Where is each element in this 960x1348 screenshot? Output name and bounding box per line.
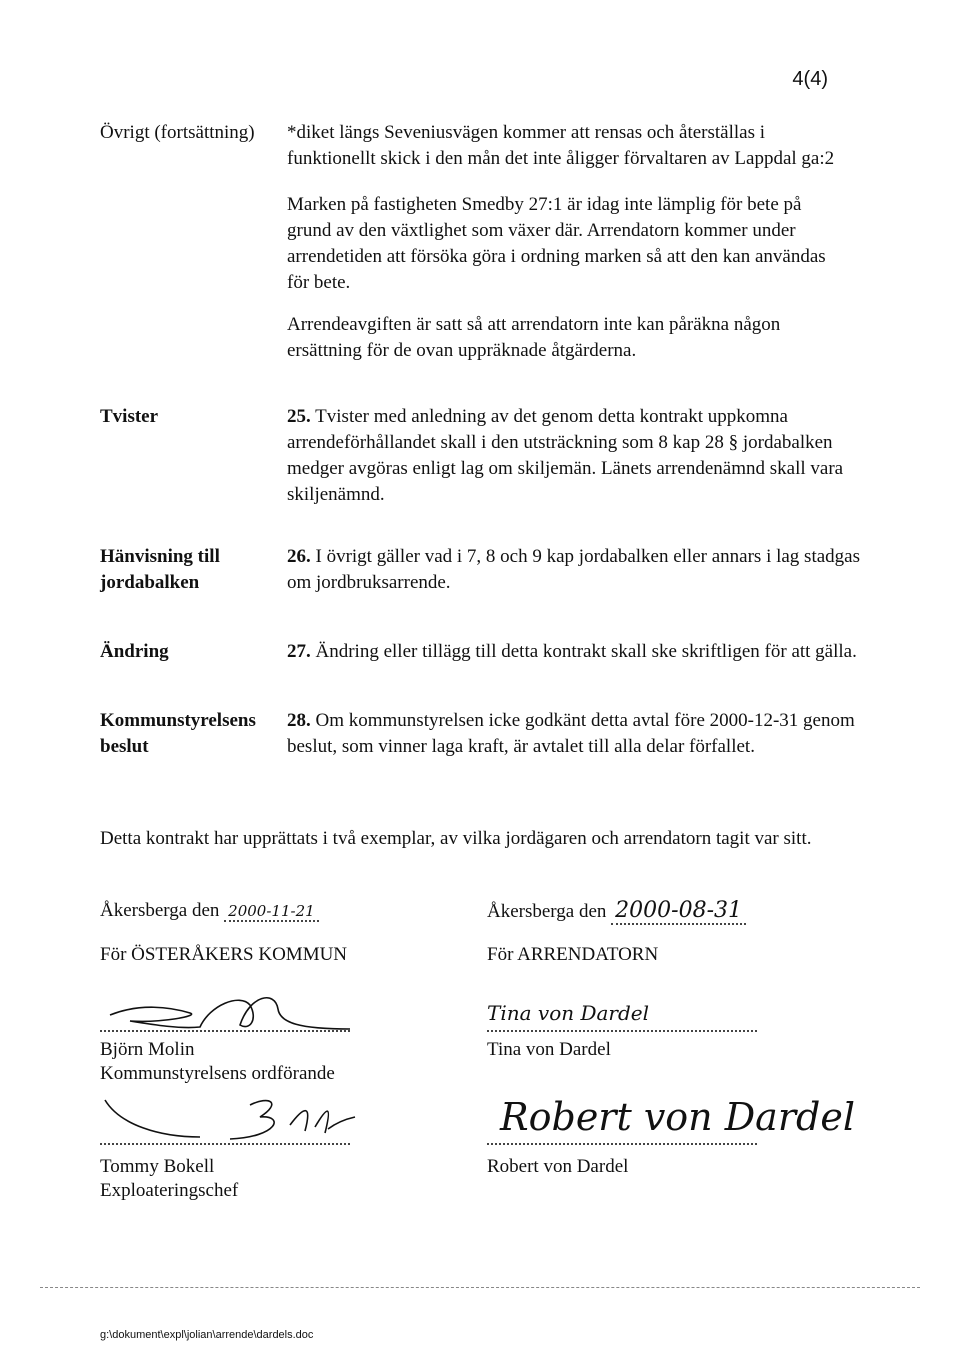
text-line: Om kommunstyrelsen icke godkänt detta avtal före 2000-12-31 genom <box>315 710 855 731</box>
clause-number: 25. <box>287 406 311 427</box>
text-line: om jordbruksarrende. <box>287 572 451 593</box>
handwritten-date: 2000-08-31 <box>611 898 746 925</box>
text-line: arrendetiden att försöka göra i ordning marken så att den kan användas <box>287 246 826 267</box>
file-path: g:\dokument\expl\jolian\arrende\dardels.doc <box>100 1329 314 1341</box>
label-line: beslut <box>100 736 149 757</box>
signer-title: Kommunstyrelsens ordförande <box>100 1063 335 1084</box>
section-label-ovrigt: Övrigt (fortsättning) <box>100 122 255 143</box>
right-date-line <box>487 898 746 925</box>
section-label-hanvisning <box>100 544 290 596</box>
place-date-label: Åkersberga den <box>100 900 220 921</box>
text-line: för bete. <box>287 272 351 293</box>
text-line: Tvister med anledning av det genom detta kontrakt uppkomna <box>315 406 788 427</box>
left-party-heading: För ÖSTERÅKERS KOMMUN <box>100 944 348 965</box>
signature-bjorn-molin <box>100 985 360 1045</box>
text-line: Arrendeavgiften är satt så att arrendatorn inte kan påräkna någon <box>287 314 781 335</box>
handwritten-signature-robert: Robert von Dardel <box>500 1095 855 1139</box>
section-label-andring: Ändring <box>100 641 169 662</box>
signer-name: Robert von Dardel <box>487 1156 629 1177</box>
ovrigt-paragraph-3 <box>287 312 887 364</box>
left-date-line <box>100 898 319 924</box>
signature-line <box>100 1143 350 1145</box>
handwritten-date: 2000-11-21 <box>224 902 318 922</box>
text-line: funktionellt skick i den mån det inte åligger förvaltaren av Lappdal ga:2 <box>287 148 835 169</box>
ovrigt-paragraph-1 <box>287 120 887 172</box>
label-line: Hänvisning till <box>100 546 220 567</box>
text-line: I övrigt gäller vad i 7, 8 och 9 kap jordabalken eller annars i lag stadgas <box>315 546 860 567</box>
right-party-heading: För ARRENDATORN <box>487 944 659 965</box>
text-line: ersättning för de ovan uppräknade åtgärderna. <box>287 340 637 361</box>
hanvisning-paragraph <box>287 544 887 596</box>
tvister-paragraph <box>287 404 887 508</box>
label-line: Kommunstyrelsens <box>100 710 256 731</box>
place-date-label: Åkersberga den <box>487 901 607 922</box>
text-line: beslut, som vinner laga kraft, är avtalet till alla delar förfallet. <box>287 736 755 757</box>
signer-title: Exploateringschef <box>100 1180 239 1201</box>
text-line: skiljenämnd. <box>287 484 385 505</box>
signature-line <box>100 1030 350 1032</box>
text-line: arrendeförhållandet skall i den utsträckning som 8 kap 28 § jordabalken <box>287 432 833 453</box>
text-line: Marken på fastigheten Smedby 27:1 är idag inte lämplig för bete på <box>287 194 802 215</box>
section-label-kommunstyrelsens <box>100 708 290 760</box>
text-line: Ändring eller tillägg till detta kontrakt skall ske skriftligen för att gälla. <box>315 641 857 662</box>
page-number: 4(4) <box>792 68 828 90</box>
ovrigt-paragraph-2 <box>287 192 887 296</box>
label-line: jordabalken <box>100 572 200 593</box>
text-line: grund av den växtlighet som växer där. Arrendatorn kommer under <box>287 220 796 241</box>
signer-name: Tommy Bokell <box>100 1156 215 1177</box>
clause-number: 27. <box>287 641 311 662</box>
text-line: *diket längs Seveniusvägen kommer att rensas och återställas i <box>287 122 766 143</box>
signature-line <box>487 1143 757 1145</box>
signer-name: Tina von Dardel <box>487 1039 611 1060</box>
clause-number: 26. <box>287 546 311 567</box>
kommunstyrelsens-paragraph <box>287 708 887 760</box>
andring-paragraph <box>287 639 887 665</box>
section-label-tvister: Tvister <box>100 406 159 427</box>
text-line: medger avgöras enligt lag om skiljemän. Länets arrendenämnd skall vara <box>287 458 844 479</box>
signature-line <box>487 1030 757 1032</box>
clause-number: 28. <box>287 710 311 731</box>
handwritten-signature-tina: Tina von Dardel <box>487 1001 650 1025</box>
footer-divider <box>40 1287 920 1288</box>
signature-tommy-bokell <box>100 1085 360 1145</box>
closing-statement: Detta kontrakt har upprättats i två exemplar, av vilka jordägaren och arrendatorn tagit var sitt. <box>100 828 812 849</box>
signer-name: Björn Molin <box>100 1039 195 1060</box>
